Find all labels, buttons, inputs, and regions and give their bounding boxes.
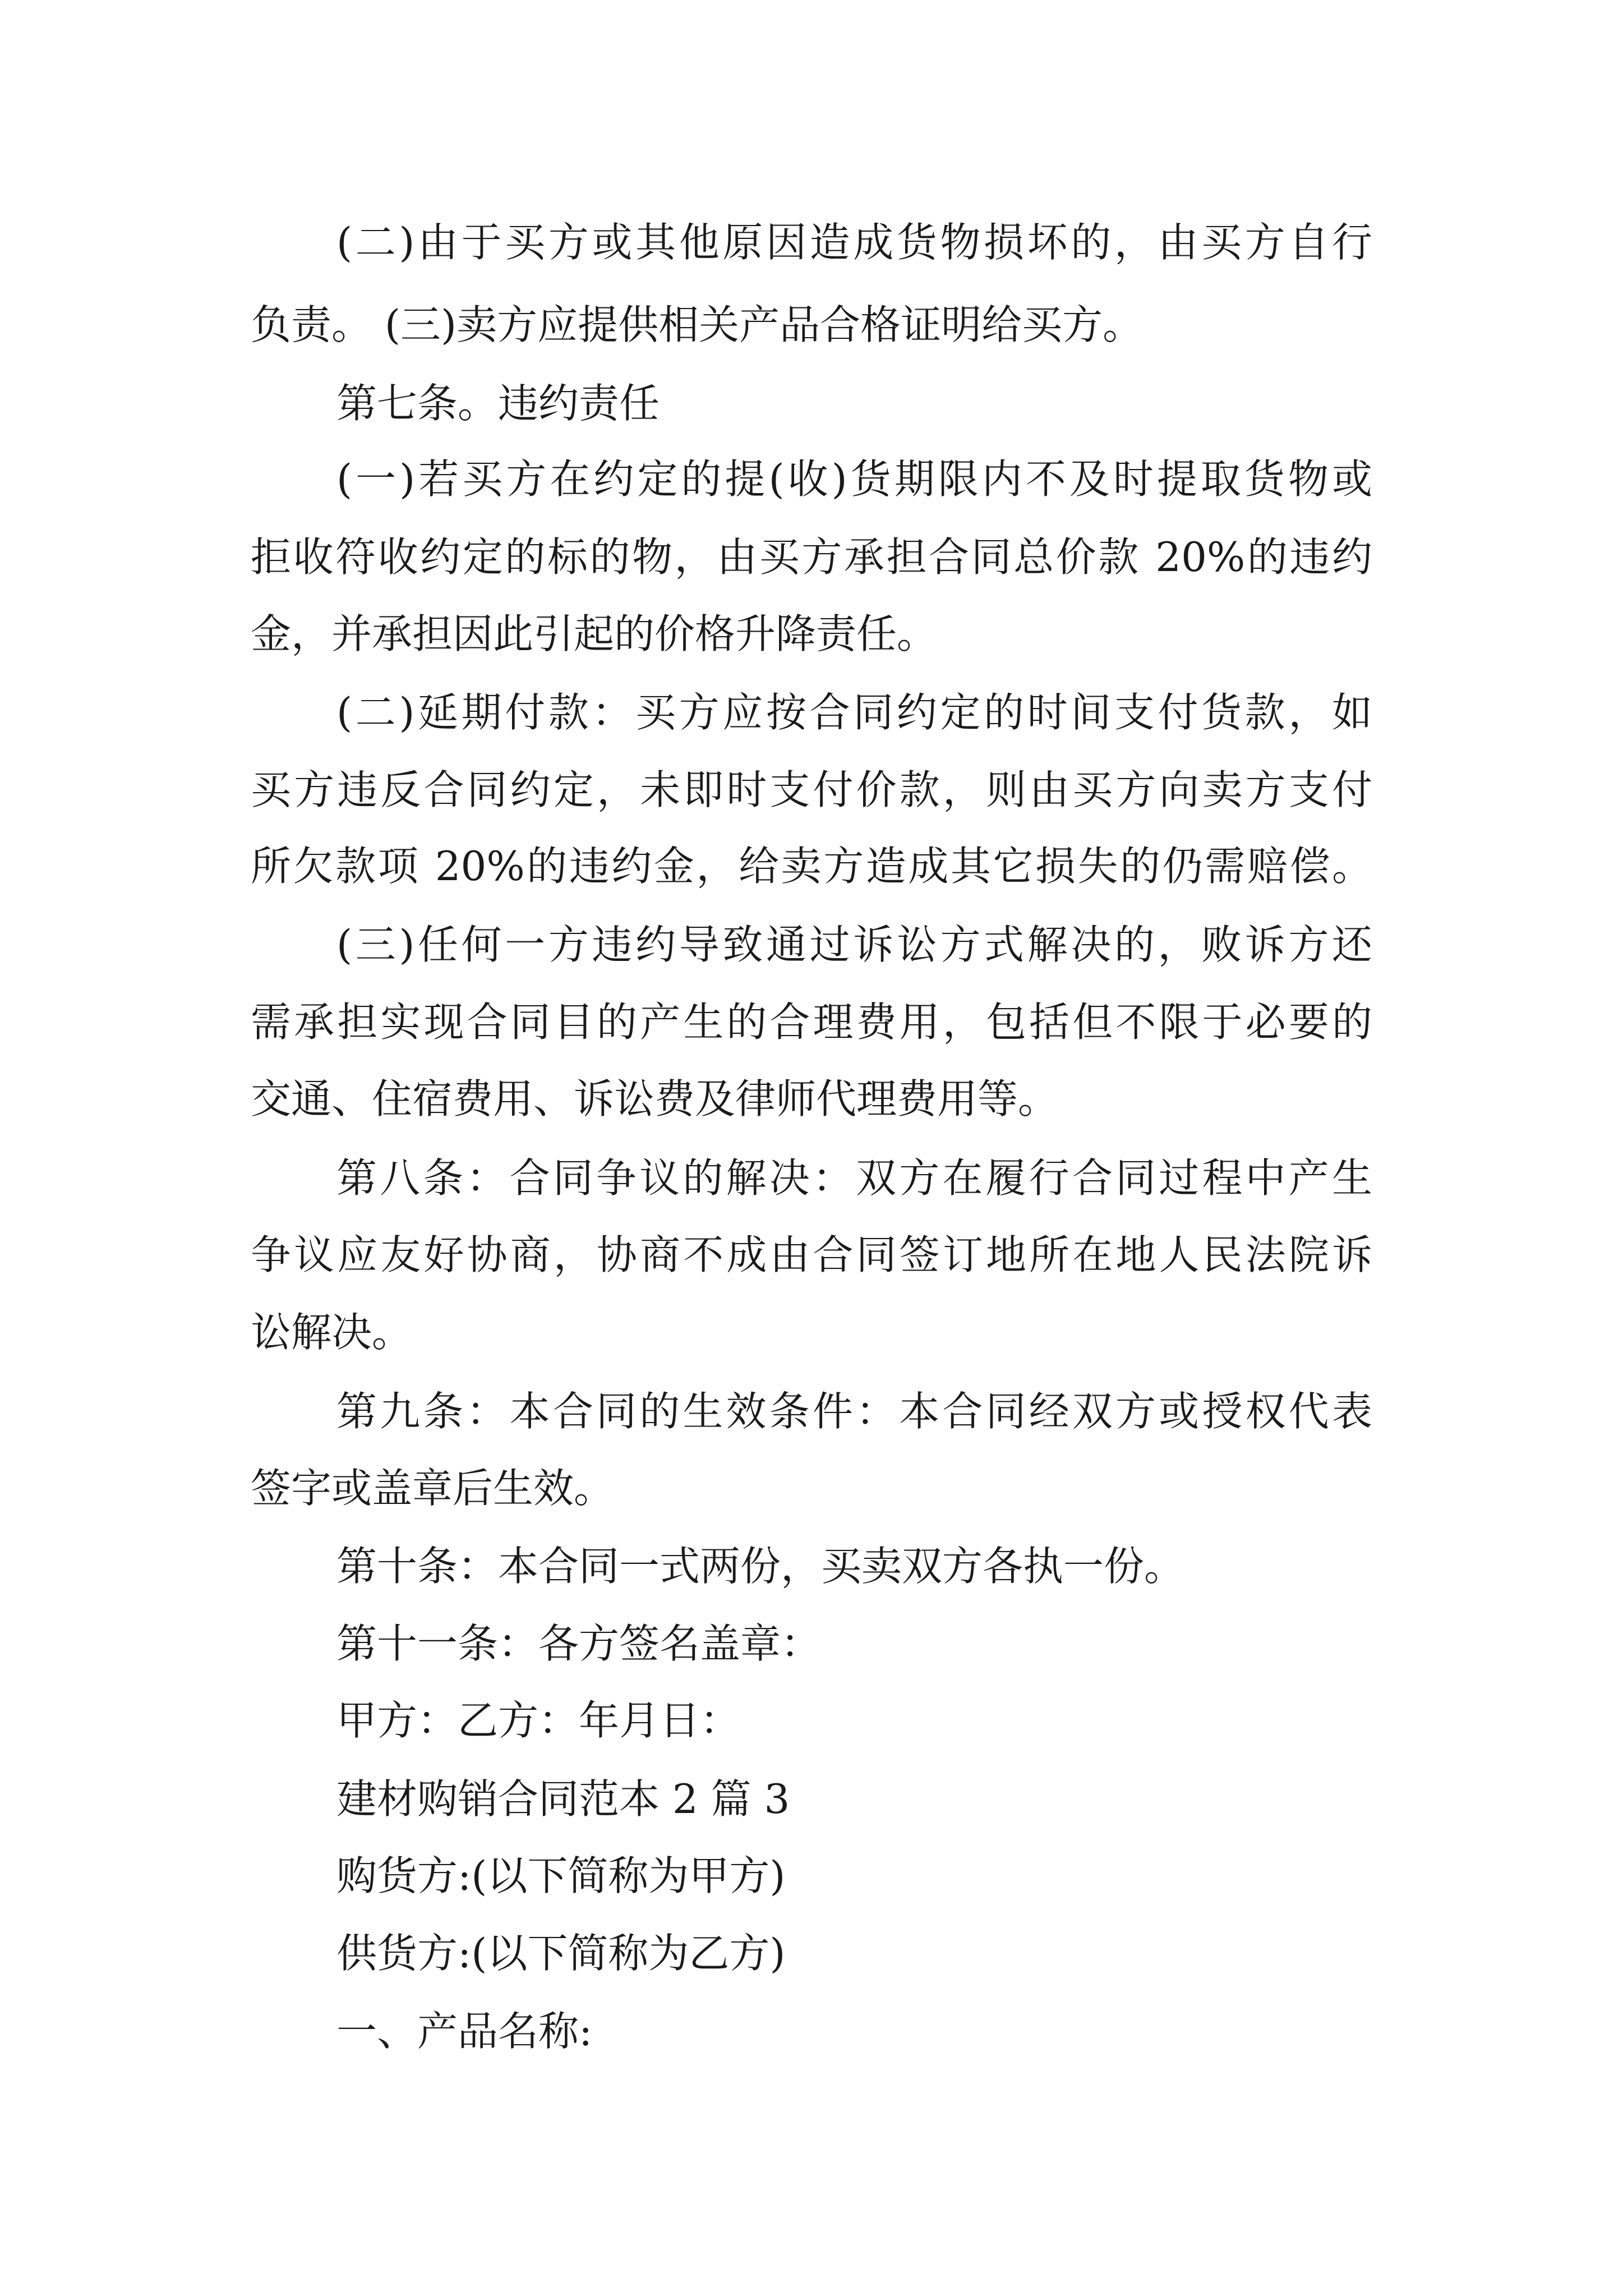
paragraph-line: (一)若买方在约定的提(收)货期限内不及时提取货物或 [336,455,1372,503]
paragraph-line: (二)由于买方或其他原因造成货物损坏的，由买方自行 [336,219,1372,266]
paragraph-line: 第十条：本合同一式两份，买卖双方各执一份。 [336,1543,1185,1590]
paragraph-line: 签字或盖章后生效。 [251,1465,615,1512]
paragraph-line: 供货方:(以下简称为乙方) [336,1930,786,1977]
paragraph-line: 需承担实现合同目的产生的合理费用，包括但不限于必要的 [251,999,1372,1046]
paragraph-line: 甲方：乙方：年月日： [336,1697,741,1744]
paragraph-line: 交通、住宿费用、诉讼费及律师代理费用等。 [251,1075,1059,1122]
paragraph-line: 所欠款项 20%的违约金，给卖方造成其它损失的仍需赔偿。 [251,843,1372,890]
paragraph-line: 讼解决。 [251,1309,413,1356]
paragraph-line: 拒收符收约定的标的物，由买方承担合同总价款 20%的违约 [251,533,1372,581]
paragraph-line: 负责。 (三)卖方应提供相关产品合格证明给买方。 [251,301,1144,348]
paragraph-line: 第十一条：各方签名盖章： [336,1620,822,1667]
paragraph-line: (三)任何一方违约导致通过诉讼方式解决的，败诉方还 [336,921,1372,968]
paragraph-line: 买方违反合同约定，未即时支付价款，则由买方向卖方支付 [251,766,1372,813]
paragraph-line: (二)延期付款：买方应按合同约定的时间支付货款，如 [336,689,1372,736]
paragraph-line: 金，并承担因此引起的价格升降责任。 [251,610,938,657]
paragraph-line: 争议应友好协商，协商不成由合同签订地所在地人民法院诉 [251,1231,1372,1278]
section-title: 建材购销合同范本 2 篇 3 [336,1775,790,1823]
section-heading: 第七条。违约责任 [336,380,660,427]
paragraph-line: 购货方:(以下简称为甲方) [336,1852,786,1899]
paragraph-line: 一、产品名称: [336,2008,593,2055]
paragraph-line: 第八条：合同争议的解决：双方在履行合同过程中产生 [336,1154,1372,1202]
paragraph-line: 第九条：本合同的生效条件：本合同经双方或授权代表 [336,1388,1372,1435]
